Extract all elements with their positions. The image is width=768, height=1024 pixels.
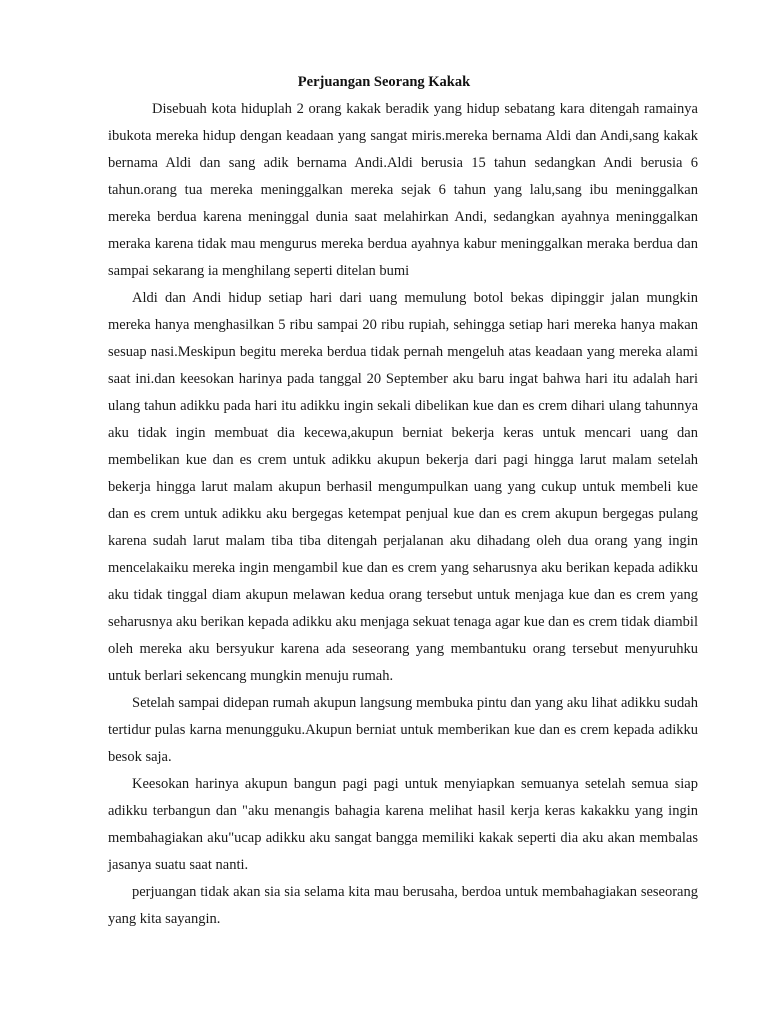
document-body [108, 96, 698, 933]
paragraph-3: Setelah sampai didepan rumah akupun langsung membuka pintu dan yang aku lihat adikku sudah tertidur pulas karna menungguku.Akupun berniat untuk memberikan kue dan es crem kepada adikku besok saja. [108, 695, 698, 765]
paragraph-1: Disebuah kota hiduplah 2 orang kakak beradik yang hidup sebatang kara ditengah ramainya ibukota mereka hidup dengan keadaan yang sangat miris.mereka bernama Aldi dan Andi,sang kakak bernama Aldi dan sang adik bernama Andi.Aldi berusia 15 tahun sedangkan Andi berusia 6 tahun.orang tua mereka meninggalkan mereka sejak 6 tahun yang lalu,sang ibu meninggalkan mereka berdua karena meninggal dunia saat melahirkan Andi, sedangkan ayahnya meninggalkan meraka karena tidak mau mengurus mereka berdua ayahnya kabur meninggalkan meraka berdua dan sampai sekarang ia menghilang seperti ditelan bumi [108, 101, 698, 279]
paragraph-5: perjuangan tidak akan sia sia selama kita mau berusaha, berdoa untuk membahagiakan seseorang yang kita sayangin. [108, 884, 698, 927]
paragraph-2: Aldi dan Andi hidup setiap hari dari uang memulung botol bekas dipinggir jalan mungkin mereka hanya menghasilkan 5 ribu sampai 20 ribu rupiah, sehingga setiap hari mereka hanya makan sesuap nasi.Meskipun begitu mereka berdua tidak pernah mengeluh atas keadaan yang mereka alami saat ini.dan keesokan harinya pada tanggal 20 September aku baru ingat bahwa hari itu adalah hari ulang tahun adikku pada hari itu adikku ingin sekali dibelikan kue dan es crem dihari ulang tahunnya aku tidak ingin membuat dia kecewa,akupun berniat bekerja keras untuk mencari uang dan membelikan kue dan es crem untuk adikku akupun bekerja dari pagi hingga larut malam setelah bekerja hingga larut malam akupun berhasil mengumpulkan uang yang cukup untuk membeli kue dan es crem untuk adikku aku bergegas ketempat penjual kue dan es crem akupun bergegas pulang karena sudah larut malam tiba tiba ditengah perjalanan aku dihadang oleh dua orang yang ingin mencelakaiku mereka ingin mengambil kue dan es crem yang seharusnya aku berikan kepada adikku aku tidak tinggal diam akupun melawan kedua orang tersebut untuk menjaga kue dan es crem yang seharusnya aku berikan kepada adikku aku menjaga sekuat tenaga agar kue dan es crem tidak diambil oleh mereka aku bersyukur karena ada seseorang yang membantuku orang tersebut menyuruhku untuk berlari sekencang mungkin menuju rumah. [108, 290, 698, 684]
document-title: Perjuangan Seorang Kakak [297, 74, 471, 90]
paragraph-4: Keesokan harinya akupun bangun pagi pagi untuk menyiapkan semuanya setelah semua siap adikku terbangun dan "aku menangis bahagia karena melihat hasil kerja keras kakakku yang ingin membahagiakan aku"ucap adikku aku sangat bangga memiliki kakak seperti dia aku akan membalas jasanya suatu saat nanti. [108, 776, 698, 873]
